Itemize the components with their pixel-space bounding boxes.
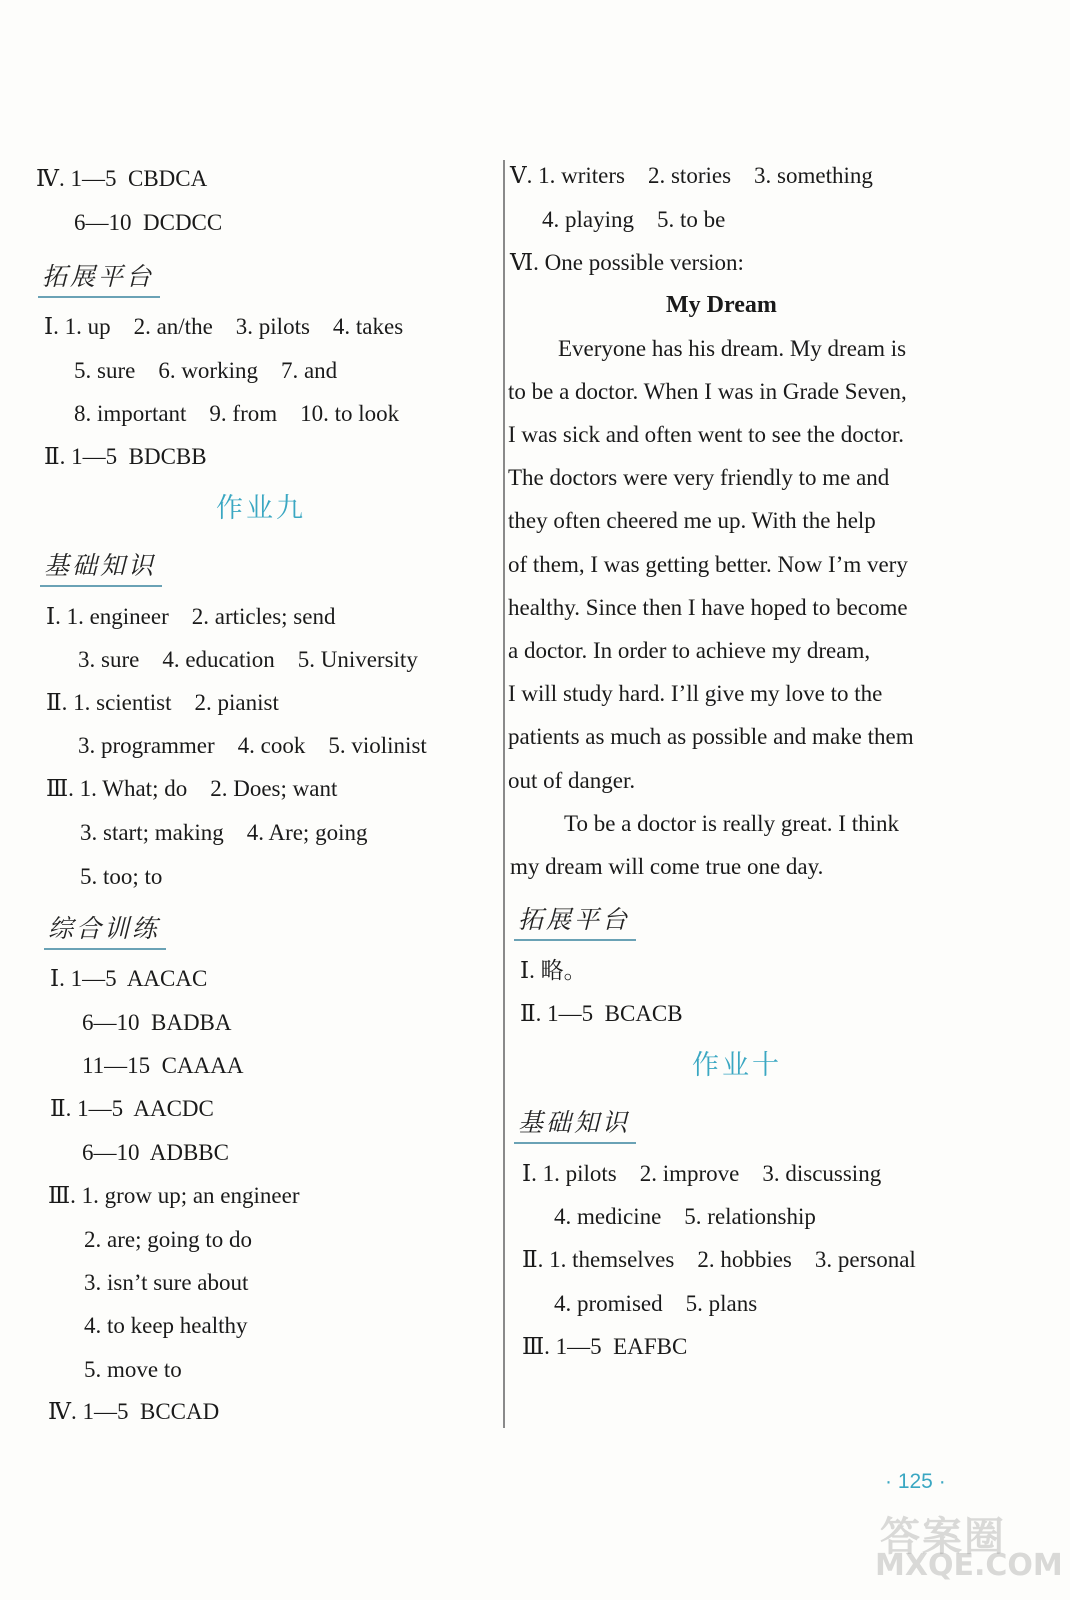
answer-line: Ⅳ. 1—5 BCCAD	[48, 1399, 220, 1424]
essay-line: The doctors were very friendly to me and	[508, 465, 890, 490]
essay-line: to be a doctor. When I was in Grade Seven,	[508, 379, 907, 404]
essay-line: a doctor. In order to achieve my dream,	[508, 638, 871, 663]
section-title-zonghe: 综合训练	[48, 914, 160, 944]
essay-line: healthy. Since then I have hoped to become	[508, 595, 908, 620]
section-title-tuozhan: 拓展平台	[42, 262, 154, 292]
answer-line: 6—10 DCDCC	[74, 210, 223, 235]
answer-line: Ⅵ. One possible version:	[510, 250, 744, 275]
essay-line: Everyone has his dream. My dream is	[558, 336, 907, 361]
answer-line: Ⅲ. 1. grow up; an engineer	[48, 1183, 300, 1208]
answer-line: Ⅳ. 1—5 CBDCA	[36, 166, 208, 191]
essay-line: patients as much as possible and make them	[508, 724, 914, 749]
answer-line: 4. promised 5. plans	[554, 1291, 758, 1316]
homework-title: 作业十	[692, 1050, 782, 1081]
answer-line: Ⅱ. 1—5 BCACB	[520, 1001, 683, 1026]
watermark-url: MXQE.COM	[875, 1548, 1063, 1583]
answer-line: Ⅱ. 1—5 BDCBB	[44, 444, 207, 469]
answer-line: 6—10 ADBBC	[82, 1140, 229, 1165]
answer-line: 5. move to	[84, 1357, 182, 1382]
answer-line: 4. to keep healthy	[84, 1313, 248, 1338]
section-title-jichu: 基础知识	[518, 1108, 630, 1138]
answer-line: Ⅱ. 1. scientist 2. pianist	[46, 690, 279, 715]
page-number: · 125 ·	[885, 1470, 946, 1493]
essay-line: they often cheered me up. With the help	[508, 508, 876, 533]
answer-line: 3. isn’t sure about	[84, 1270, 249, 1295]
essay-line: I was sick and often went to see the doctor.	[508, 422, 904, 447]
answer-line: Ⅱ. 1. themselves 2. hobbies 3. personal	[522, 1247, 916, 1272]
section-title-jichu: 基础知识	[44, 551, 156, 581]
essay-line: To be a doctor is really great. I think	[564, 811, 899, 836]
watermark-logo: 答案圈	[880, 1514, 1006, 1560]
answer-line: 3. start; making 4. Are; going	[80, 820, 368, 845]
essay-line: I will study hard. I’ll give my love to the	[508, 681, 883, 706]
answer-line: Ⅲ. 1—5 EAFBC	[522, 1334, 688, 1359]
answer-line: 3. programmer 4. cook 5. violinist	[78, 733, 427, 758]
answer-line: 3. sure 4. education 5. University	[78, 647, 418, 672]
answer-line: 11—15 CAAAA	[82, 1053, 244, 1078]
answer-line: Ⅰ. 1—5 AACAC	[50, 966, 208, 991]
essay-line: out of danger.	[508, 768, 636, 793]
answer-line: 8. important 9. from 10. to look	[74, 401, 400, 426]
answer-line: Ⅱ. 1—5 AACDC	[50, 1096, 214, 1121]
answer-line: 6—10 BADBA	[82, 1010, 232, 1035]
answer-line: Ⅴ. 1. writers 2. stories 3. something	[510, 163, 873, 188]
answer-line: Ⅲ. 1. What; do 2. Does; want	[46, 776, 338, 801]
essay-title: My Dream	[666, 292, 777, 318]
answer-line: 4. playing 5. to be	[542, 207, 726, 232]
essay-line: of them, I was getting better. Now I’m very	[508, 552, 908, 577]
homework-title: 作业九	[216, 493, 306, 524]
answer-line: 5. sure 6. working 7. and	[74, 358, 338, 383]
section-title-tuozhan: 拓展平台	[518, 905, 630, 935]
answer-line: 4. medicine 5. relationship	[554, 1204, 816, 1229]
answer-line: 2. are; going to do	[84, 1227, 252, 1252]
answer-line: Ⅰ. 1. engineer 2. articles; send	[46, 604, 336, 629]
answer-line: Ⅰ. 1. up 2. an/the 3. pilots 4. takes	[44, 314, 404, 339]
answer-line: Ⅰ. 略。	[520, 958, 587, 983]
answer-line: Ⅰ. 1. pilots 2. improve 3. discussing	[522, 1161, 882, 1186]
column-divider	[503, 160, 505, 1428]
answer-line: 5. too; to	[80, 864, 163, 889]
essay-line: my dream will come true one day.	[510, 854, 824, 879]
